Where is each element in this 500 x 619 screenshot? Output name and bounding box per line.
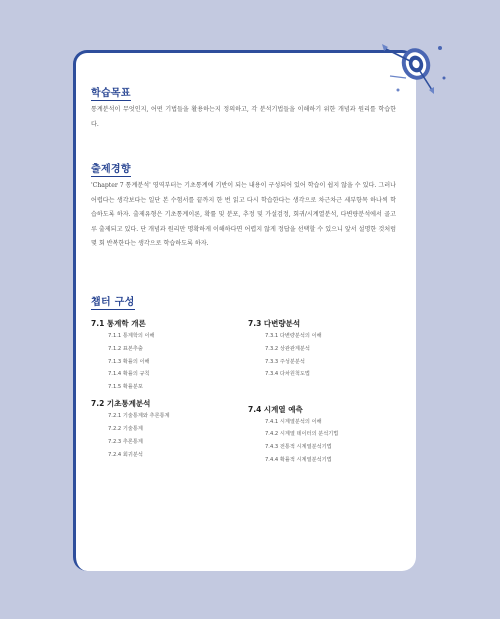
- exam-trends-text: 'Chapter 7 통계분석' 영역부터는 기초통계에 기반이 되는 내용이 구성되어 있어 학습이 쉽지 않을 수 있다. 그러나 어렵다는 생각보다는 일단 본 수험서를 끝까지 한 번 읽고 다시 학습한다는 생각으로 차근차근 세부항목 하나씩 학습하도록 하자. 출제유형은 기초통계이론, 확률 및 분포, 추정 및 가설검정, 회귀/시계열분석, 다변량분석에서 골고루 출제되고 있다. 단 개념과 원리만 명확하게 이해하다면 어렵지 않게 정답을 선택할 수 있으니 앞서 설명한 것처럼 몇 회 반복한다는 생각으로 학습하도록 하자.: [91, 182, 396, 247]
- objectives-title: 학습목표: [91, 84, 131, 101]
- list-item: 7.3.1 다변량분석의 이해: [265, 333, 322, 339]
- chapter-group: [91, 398, 170, 458]
- chapter-column-left: [91, 318, 170, 466]
- chapter-group: [91, 318, 170, 390]
- list-item: 7.1.3 확률의 이해: [108, 358, 150, 365]
- list-item: 7.4.3 전통적 시계열분석기법: [265, 444, 332, 451]
- group-title: 7.3 다변량분석: [248, 319, 301, 328]
- list-item: 7.1.1 통계학의 이해: [108, 333, 155, 339]
- group-title: 7.2 기초통계분석: [91, 399, 151, 409]
- list-item: 7.3.4 다차원척도법: [265, 371, 310, 378]
- group-title: 7.1 통계학 개론: [91, 319, 146, 328]
- list-item: 7.3.2 상관관계분석: [265, 345, 310, 352]
- list-item: 7.1.2 표본추출: [108, 345, 143, 352]
- list-item: 7.1.4 확률의 규칙: [108, 371, 150, 378]
- chapter-group: [248, 318, 338, 378]
- chapter-group: [248, 404, 338, 464]
- list-item: 7.4.1 시계열분석의 이해: [265, 418, 322, 425]
- target-with-arrows-icon: [378, 38, 450, 98]
- objectives-text: 통계분석이 무엇인지, 어떤 기법들을 활용하는지 정의하고, 각 분석기법들을 이해하기 위한 개념과 원리를 학습한다.: [91, 106, 396, 128]
- chapter-column-right: [248, 318, 338, 471]
- group-title: 7.4 시계열 예측: [248, 404, 303, 414]
- list-item: 7.4.2 시계열 데이터의 분석기법: [265, 431, 339, 438]
- exam-trends-title: 출제경향: [91, 160, 131, 177]
- chapter-title: 챕터 구성: [91, 293, 135, 310]
- list-item: 7.4.4 확률적 시계열분석기법: [265, 456, 332, 463]
- list-item: 7.1.5 확률분포: [108, 384, 143, 391]
- list-item: 7.2.3 추론통계: [108, 438, 143, 445]
- list-item: 7.2.4 회귀분석: [108, 451, 143, 458]
- list-item: 7.3.3 주성분분석: [265, 358, 305, 365]
- list-item: 7.2.1 기술통계와 추론통계: [108, 413, 170, 420]
- list-item: 7.2.2 기술통계: [108, 426, 143, 433]
